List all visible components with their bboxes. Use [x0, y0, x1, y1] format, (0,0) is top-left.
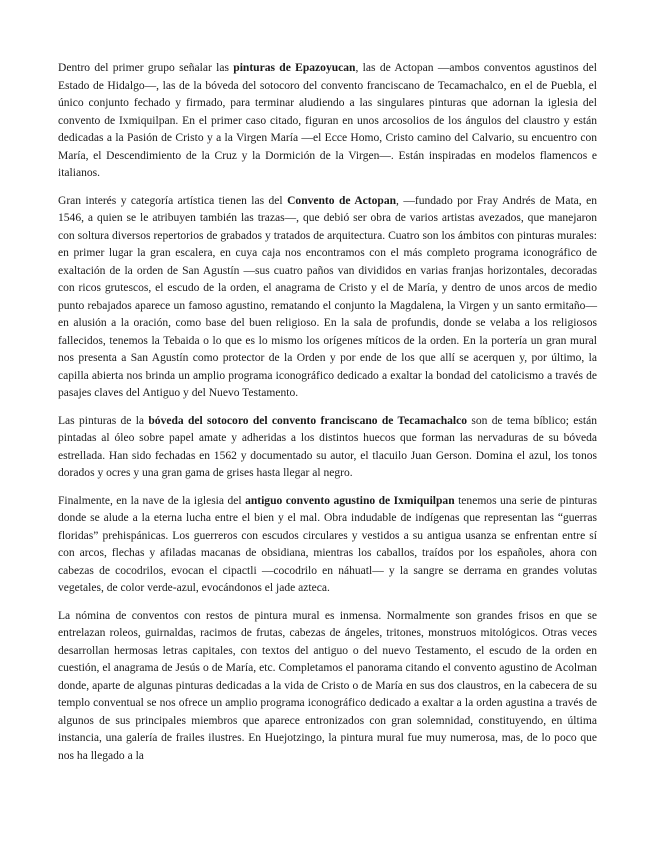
- paragraph-text: Las pinturas de la: [58, 414, 149, 427]
- paragraph-text: Gran interés y categoría artística tienen las del: [58, 194, 288, 207]
- paragraph-text: son de tema bíblico; están pintadas al óleo sobre papel amate y adheridas a los distintos huecos que forman las nervaduras de su bóveda estrellada. Han sido fechadas en 1562 y documentado su autor, el tlacuilo Juan Gerson. Domina el azul, los tonos dorados y ocres y una gran gama de grises hasta llegar al negro.: [58, 414, 597, 479]
- paragraph-text: Dentro del primer grupo señalar las: [58, 62, 234, 74]
- paragraph-tecamachalco: [58, 413, 597, 483]
- paragraph-text: , las de Actopan —ambos conventos agustinos del Estado de Hidalgo—, las de la bóveda del sotocoro del convento franciscano de Tecamachalco, en el de Puebla, el único conjunto fechado y firmado, para terminar aludiendo a las singulares pinturas que adornan la iglesia del convento de Ixmiquilpan. En el primer caso citado, figuran en unos arcosolios de los ángulos del claustro y están dedicadas a la Pasión de Cristo y a la Virgen María —el Ecce Homo, Cristo camino del Calvario, su encuentro con María, el Descendimiento de la Cruz y la Dormición de la Virgen—. Están inspiradas en modelos flamencos e italianos.: [58, 62, 598, 179]
- paragraph-bold-term: Convento de Actopan: [287, 194, 397, 207]
- paragraph-text: Finalmente, en la nave de la iglesia del: [58, 494, 246, 507]
- paragraph-ixmiquilpan: [58, 493, 597, 598]
- paragraph-actopan: [58, 193, 597, 403]
- paragraph-text: tenemos una serie de pinturas donde se alude a la eterna lucha entre el bien y el mal. Obra indudable de indígenas que representan las “guerras floridas” prehispánicas. Los guerreros con escudos circulares y vestidos a su antigua usanza se enfrentan entre sí con arcos, flechas y afiladas macanas de obsidiana, mientras los caballos, traídos por los españoles, ahora con cabezas de cocodrilos, evocan el cipactli —cocodrilo en náhuatl— y la sangre se derrama en grandes volutas vegetales, de color verde-azul, evocándonos el jade azteca.: [58, 494, 597, 594]
- paragraph-bold-term: antiguo convento agustino de Ixmiquilpan: [245, 494, 455, 507]
- paragraph-text: , —fundado por Fray Andrés de Mata, en 1546, a quien se le atribuyen también las trazas—, que debió ser obra de varios artistas avezados, que manejaron con soltura diversos repertorios de grabados y tratados de arquitectura. Cuatro son los ámbitos con pinturas murales: en primer lugar la gran escalera, en cuya caja nos encontramos con el más completo programa iconográfico de exaltación de la orden de San Agustín —sus cuatro paños van divididos en varias franjas horizontales, decoradas con ricos grutescos, el escudo de la orden, el anagrama de Cristo y el de María, y dentro de unos arcos de medio punto rebajados aparece un famoso agustino, rematando el conjunto la Magdalena, la Virgen y un santo ermitaño— en alusión a la oración, como base del buen religioso. En la sala de profundis, donde se velaba a los religiosos fallecidos, tenemos la Tebaida o lo que es lo mismo los orígenes míticos de la orden. En la portería un gran mural nos presenta a San Agustín como protector de la Orden y por ende de los que allí se acerquen y, por último, la capilla abierta nos brinda un amplio programa iconográfico dedicado a exaltar la bondad del catolicismo a través de pasajes claves del Antiguo y del Nuevo Testamento.: [58, 194, 597, 399]
- paragraph-text: La nómina de conventos con restos de pintura mural es inmensa. Normalmente son grandes frisos en que se entrelazan roleos, guirnaldas, racimos de frutas, cabezas de ángeles, tritones, monstruos mitológicos. Otras veces desarrollan hermosas letras capitales, con textos del antiguo o del nuevo Testamento, el escudo de la orden en cuestión, el anagrama de Jesús o de María, etc. Completamos el panorama citando el convento agustino de Acolman donde, aparte de algunas pinturas dedicadas a la vida de Cristo o de María en sus dos claustros, en la cabecera de su templo conventual se nos ofrece un amplio programa iconográfico dedicado a exaltar a la orden agustina a través de algunos de sus principales miembros que aparece entronizados con gran solemnidad, constituyendo, en última instancia, una galería de frailes ilustres. En Huejotzingo, la pintura mural fue muy numerosa, mas, de lo poco que nos ha llegado a la: [58, 609, 597, 762]
- paragraph-bold-term: bóveda del sotocoro del convento franciscano de Tecamachalco: [148, 414, 468, 427]
- paragraph-bold-term: pinturas de Epazoyucan: [233, 62, 356, 74]
- paragraph-conventos: [58, 608, 597, 766]
- paragraph-epazoyucan: [58, 60, 597, 183]
